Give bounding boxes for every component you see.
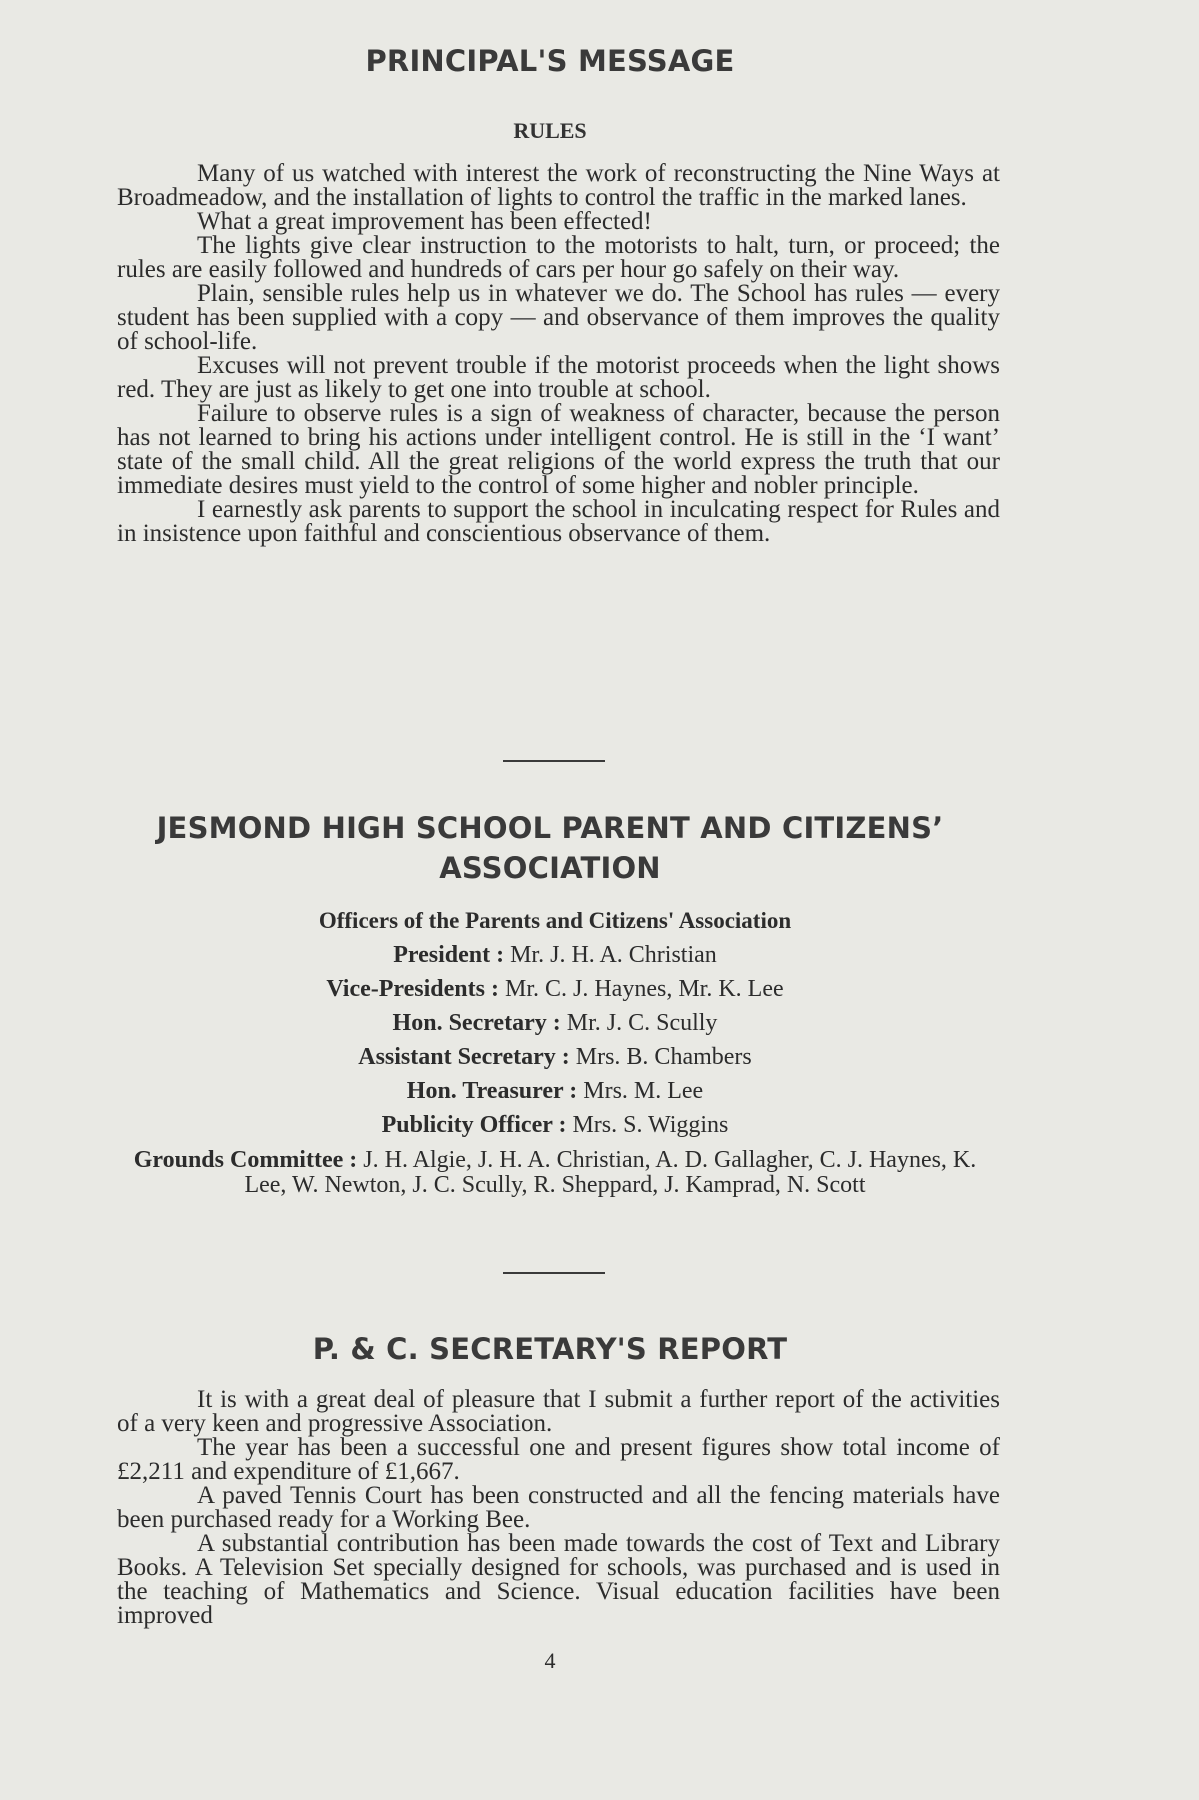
paragraph: Plain, sensible rules help us in whatever we do. The School has rules — every student has been supplied with a copy — and observance of them improves the quality of school-life. <box>117 280 1000 355</box>
principals-message-title: PRINCIPAL'S MESSAGE <box>365 44 735 78</box>
grounds-committee-role: Grounds Committee : <box>133 1147 358 1173</box>
officer-role: Publicity Officer : <box>381 1112 567 1138</box>
officer-row <box>110 1006 1000 1040</box>
officer-row <box>110 938 1000 972</box>
officer-role: Hon. Secretary : <box>392 1010 561 1036</box>
officer-role: Vice-Presidents : <box>326 976 499 1002</box>
paragraph: I earnestly ask parents to support the school in inculcating respect for Rules and in insistence upon faithful and conscientious observance of them. <box>117 496 1000 547</box>
officer-names: Mrs. B. Chambers <box>575 1044 752 1070</box>
officer-names: Mr. J. H. A. Christian <box>510 942 717 968</box>
officers-list <box>110 904 1000 1198</box>
officer-role: President : <box>393 942 505 968</box>
officer-row <box>110 1108 1000 1142</box>
officer-row <box>110 1040 1000 1074</box>
officer-row <box>110 1074 1000 1108</box>
paragraph: A paved Tennis Court has been constructed and all the fencing materials have been purchased ready for a Working Bee. <box>117 1482 1000 1533</box>
grounds-committee <box>110 1148 1000 1198</box>
paragraph: Many of us watched with interest the work of reconstructing the Nine Ways at Broadmeadow, and the installation of lights to control the traffic in the marked lanes. <box>117 160 1000 211</box>
paragraph: A substantial contribution has been made towards the cost of Text and Library Books. A Television Set specially designed for schools, was purchased and is used in the teaching of Mathematics and Science. Visual education facilities have been improved <box>117 1530 1000 1629</box>
officers-heading: Officers of the Parents and Citizens' Association <box>318 908 792 933</box>
rules-subtitle: RULES <box>513 118 587 143</box>
paragraph: Failure to observe rules is a sign of weakness of character, because the person has not learned to bring his actions under intelligent control. He is still in the ‘I want’ state of the small child. All the great religions of the world express the truth that our immediate desires must yield to the control of some higher and nobler principle. <box>117 400 1000 499</box>
officer-names: Mrs. M. Lee <box>583 1078 704 1104</box>
grounds-committee-names: J. H. Algie, J. H. A. Christian, A. D. Gallagher, C. J. Haynes, K. Lee, W. Newton, J. C. Scully, R. Sheppard, J. Kamprad, N. Scott <box>244 1147 977 1198</box>
paragraph: The lights give clear instruction to the motorists to halt, turn, or proceed; the rules are easily followed and hundreds of cars per hour go safely on their way. <box>117 232 1000 283</box>
officer-names: Mrs. S. Wiggins <box>572 1112 729 1138</box>
officer-role: Assistant Secretary : <box>358 1044 570 1070</box>
officer-names: Mr. C. J. Haynes, Mr. K. Lee <box>504 976 784 1002</box>
officer-role: Hon. Treasurer : <box>406 1078 578 1104</box>
officer-names: Mr. J. C. Scully <box>566 1010 718 1036</box>
paragraph: Excuses will not prevent trouble if the motorist proceeds when the light shows red. They are just as likely to get one into trouble at school. <box>117 352 1000 403</box>
association-title-line1: JESMOND HIGH SCHOOL PARENT AND CITIZENS’ <box>156 811 944 845</box>
association-title <box>0 808 1100 888</box>
paragraph: It is with a great deal of pleasure that I submit a further report of the activities of a very keen and progressive Association. <box>117 1386 1000 1437</box>
secretary-report-body <box>117 1388 1000 1628</box>
secretary-report-title: P. & C. SECRETARY'S REPORT <box>312 1332 788 1366</box>
paragraph: What a great improvement has been effected! <box>197 208 652 235</box>
page-number: 4 <box>544 1648 556 1673</box>
section-divider <box>503 1272 605 1274</box>
section-divider <box>503 760 605 762</box>
association-title-line2: ASSOCIATION <box>439 851 661 885</box>
principals-message-body <box>117 162 1000 546</box>
officer-row <box>110 972 1000 1006</box>
paragraph: The year has been a successful one and present figures show total income of £2,211 and expenditure of £1,667. <box>117 1434 1000 1485</box>
